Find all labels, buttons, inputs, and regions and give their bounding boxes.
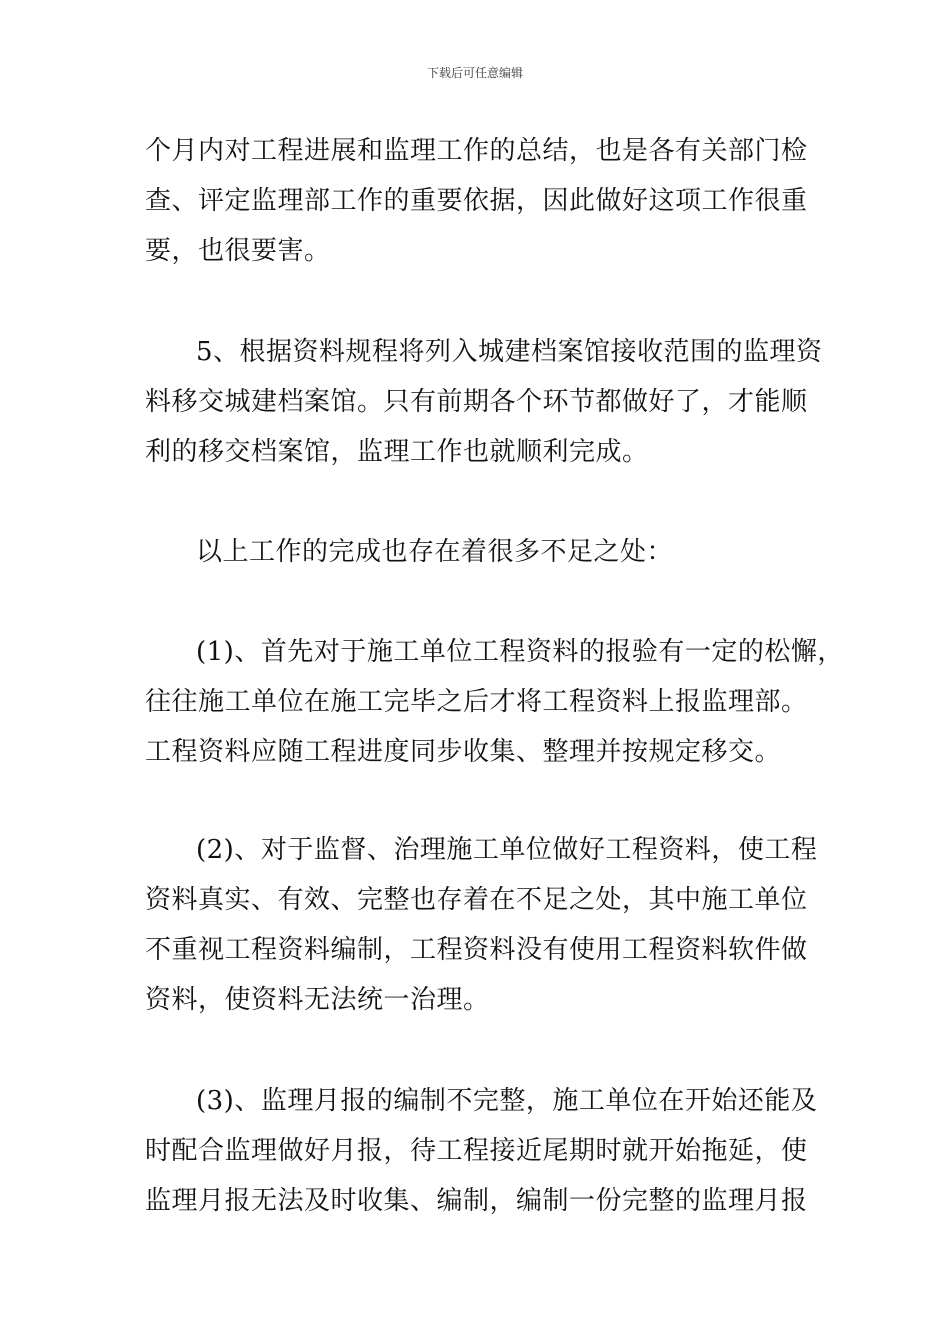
text-line: 利的移交档案馆，监理工作也就顺利完成。: [145, 437, 649, 467]
text-line: 料移交城建档案馆。只有前期各个环节都做好了，才能顺: [145, 387, 808, 417]
text-line: (1)、首先对于施工单位工程资料的报验有一定的松懈，: [196, 637, 844, 667]
text-line: 时配合监理做好月报，待工程接近尾期时就开始拖延，使: [145, 1136, 808, 1166]
text-line: 要，也很要害。: [145, 236, 331, 266]
text-line: 以上工作的完成也存在着很多不足之处：: [196, 537, 674, 567]
text-line: 资料真实、有效、完整也存着在不足之处，其中施工单位: [145, 885, 808, 915]
text-line: 资料，使资料无法统一治理。: [145, 985, 490, 1015]
text-line: 不重视工程资料编制，工程资料没有使用工程资料软件做: [145, 935, 808, 965]
text-line: 工程资料应随工程进度同步收集、整理并按规定移交。: [145, 737, 782, 767]
text-line: 监理月报无法及时收集、编制，编制一份完整的监理月报: [145, 1186, 808, 1216]
text-line: 查、评定监理部工作的重要依据，因此做好这项工作很重: [145, 186, 808, 216]
text-line: 个月内对工程进展和监理工作的总结，也是各有关部门检: [145, 136, 808, 166]
page-header: 下载后可任意编辑: [426, 66, 523, 80]
text-line: 往往施工单位在施工完毕之后才将工程资料上报监理部。: [145, 687, 808, 717]
text-line: 5、根据资料规程将列入城建档案馆接收范围的监理资: [196, 337, 823, 367]
text-line: (3)、监理月报的编制不完整，施工单位在开始还能及: [196, 1086, 818, 1116]
text-line: (2)、对于监督、治理施工单位做好工程资料，使工程: [196, 835, 818, 865]
